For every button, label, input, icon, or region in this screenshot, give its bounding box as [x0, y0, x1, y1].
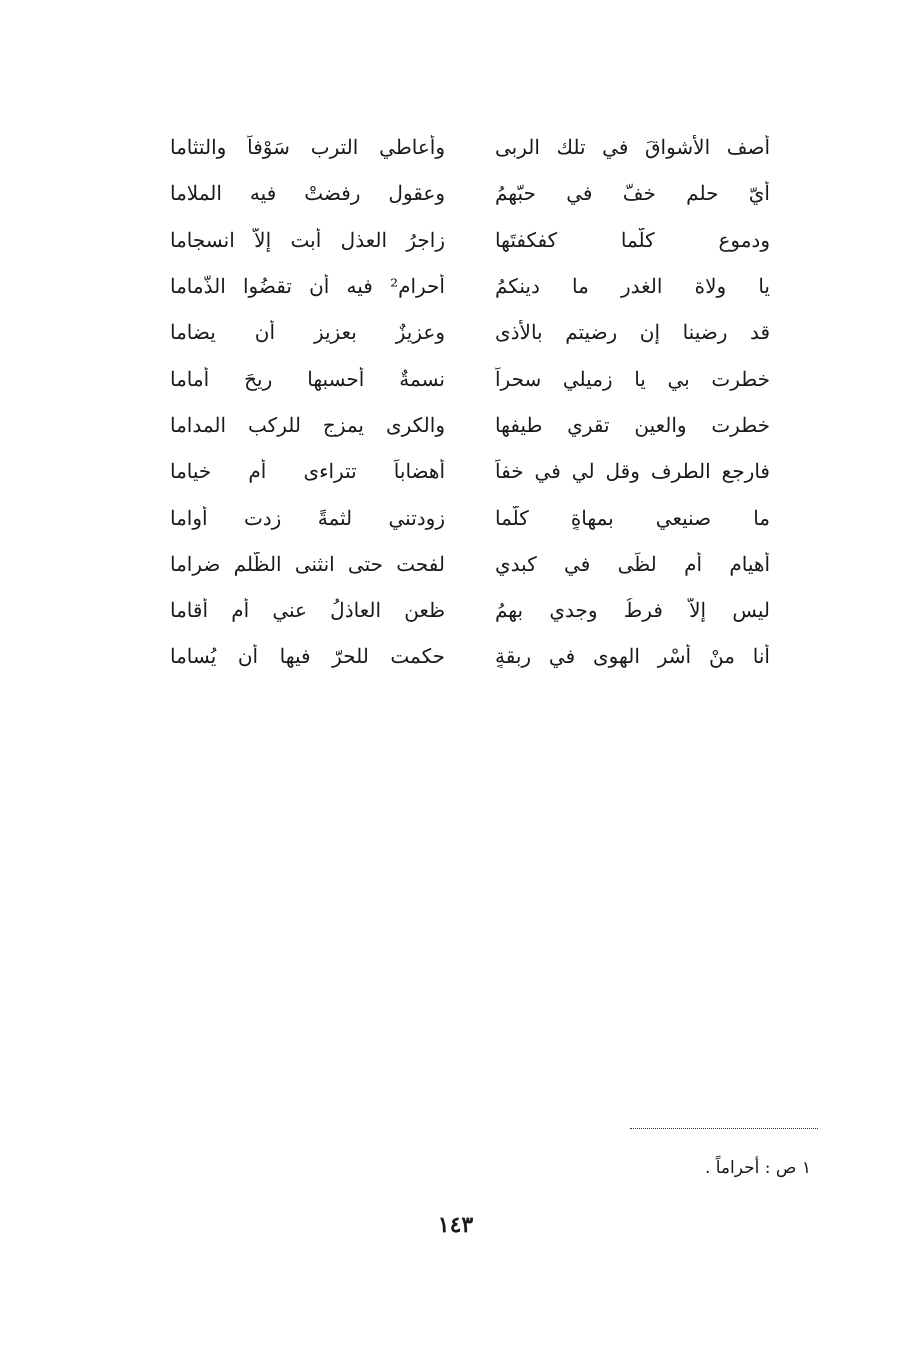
poem	[170, 124, 770, 680]
second-hemistich: أهضاباً تتراءى أم خياما	[170, 459, 445, 484]
second-hemistich: لفحت حتى انثنى الظّلم ضراما	[170, 551, 445, 576]
page-number: ١٤٣	[437, 1212, 474, 1238]
second-hemistich: حكمت للحرّ فيها أن يُساما	[170, 644, 445, 669]
first-hemistich: أصف الأشواقَ في تلك الربى	[495, 135, 770, 160]
first-hemistich: خطرت بي يا زميلي سحراً	[495, 366, 770, 391]
second-hemistich: نسمةٌ أحسبها ريحَ أماما	[170, 366, 445, 391]
second-hemistich: وعزيزٌ بعزيزٍ أن يضاما	[170, 320, 445, 345]
footnote: ١ ص : أحراماً .	[704, 1158, 811, 1178]
verse	[170, 309, 770, 355]
first-hemistich: ودموعٍ كلّما كفكفتَها	[495, 227, 770, 252]
first-hemistich: أيّ حلمٍ خفّ في حبّهمُ	[495, 181, 770, 206]
footnote-divider	[630, 1128, 818, 1129]
verse	[170, 541, 770, 587]
verse	[170, 124, 770, 170]
verse	[170, 402, 770, 448]
first-hemistich: فارجع الطرف وقل لي في خفاً	[495, 459, 770, 484]
first-hemistich: ليس إلاّ فرطُ وجدي بهمُ	[495, 598, 770, 623]
verse	[170, 170, 770, 216]
second-hemistich: والكرى يمزج للركب المداما	[170, 412, 445, 437]
verse	[170, 633, 770, 679]
verse	[170, 217, 770, 263]
second-hemistich: وعقولٍ رفضتْ فيه الملاما	[170, 181, 445, 206]
first-hemistich: قد رضينا إن رضيتم بالأذى	[495, 320, 770, 345]
verse	[170, 263, 770, 309]
second-hemistich: زودتني لثمةً زدت أُواما	[170, 505, 445, 530]
first-hemistich: خطرت والعين تقري طيفها	[495, 412, 770, 437]
verse	[170, 587, 770, 633]
second-hemistich: ظعن العاذلُ عني أم أقاما	[170, 598, 445, 623]
second-hemistich: زاجرُ العذلِ أبت إلاّ انسجاما	[170, 227, 445, 252]
verse	[170, 494, 770, 540]
first-hemistich: أهيام أم لظًى في كبدي	[495, 551, 770, 576]
verse	[170, 355, 770, 401]
first-hemistich: ما صنيعي بمهاةٍ كلّما	[495, 505, 770, 530]
second-hemistich: أحرام² فيه أن تقضُوا الذّماما	[170, 274, 445, 299]
first-hemistich: يا ولاة الغدرِ ما دينكمُ	[495, 274, 770, 299]
first-hemistich: أنا منْ أسْرِ الهوى في ربقةٍ	[495, 644, 770, 669]
verse	[170, 448, 770, 494]
second-hemistich: وأعاطي الترب سَوْفاً والتثاما	[170, 135, 445, 160]
